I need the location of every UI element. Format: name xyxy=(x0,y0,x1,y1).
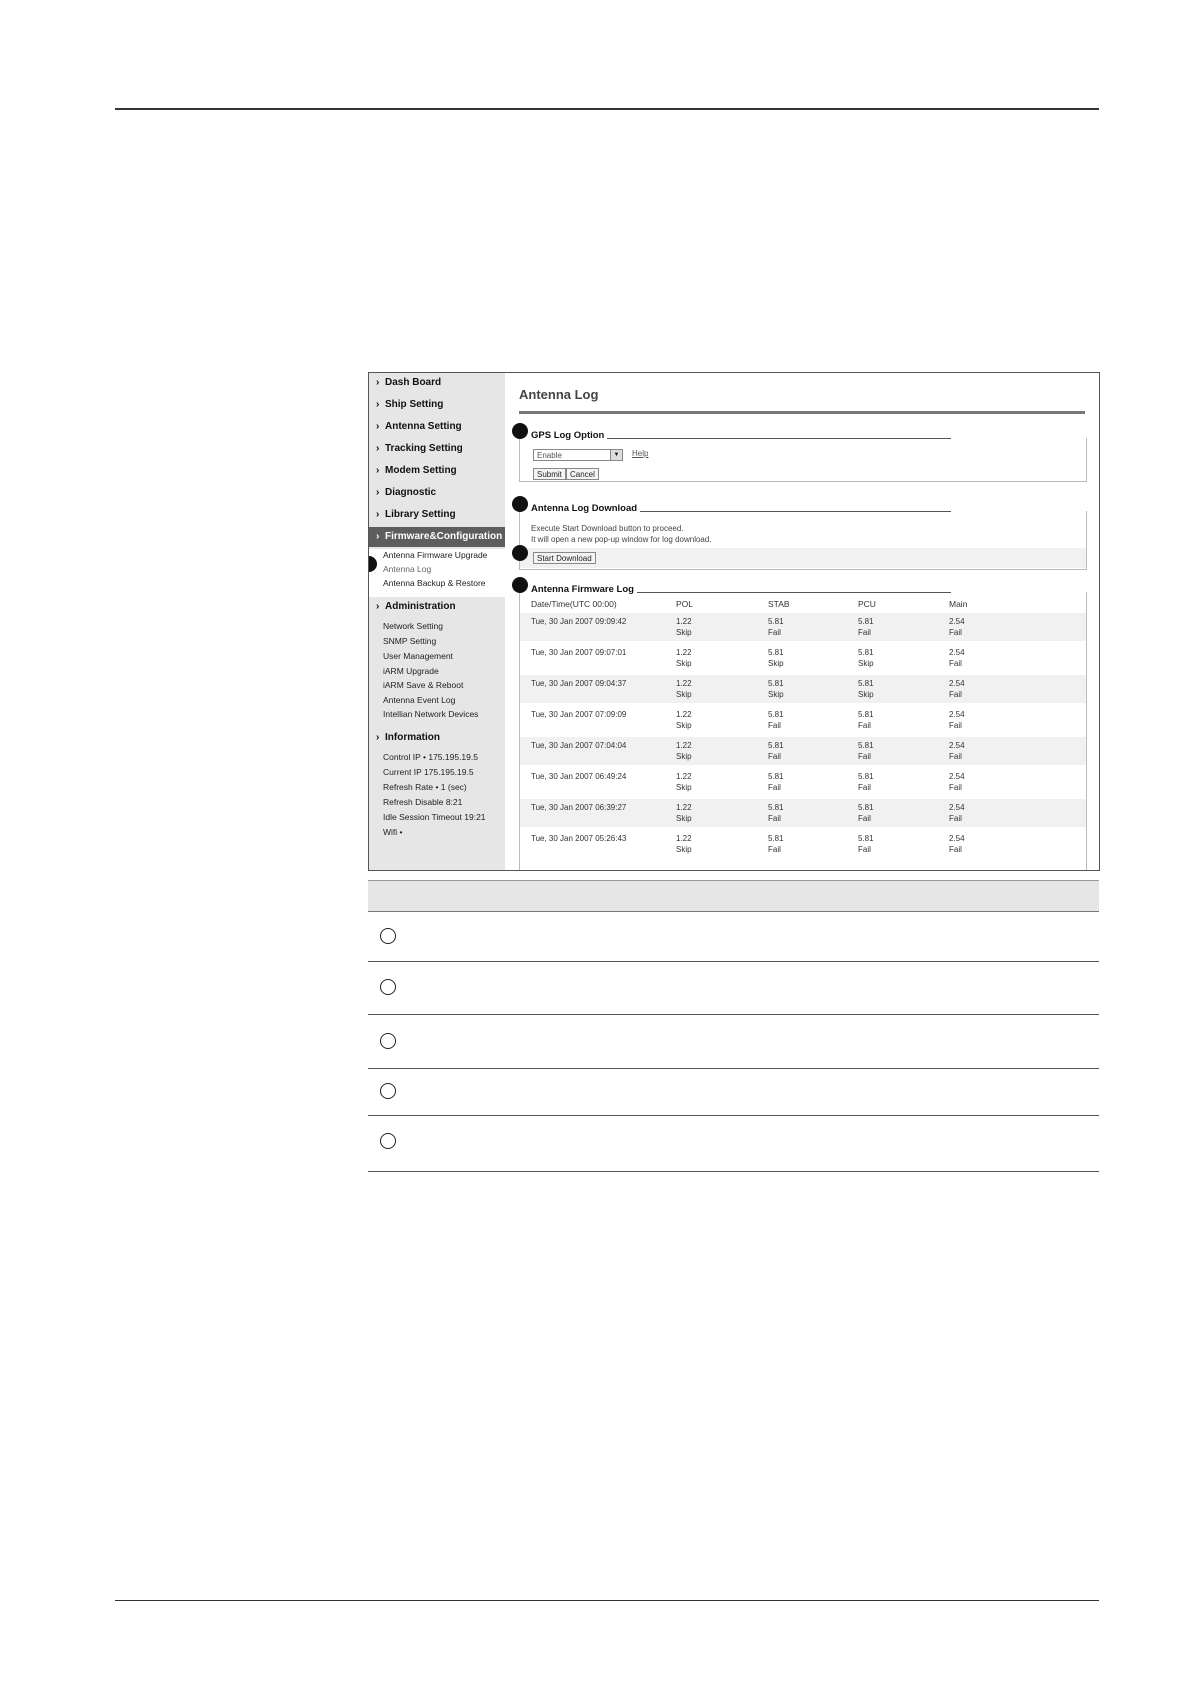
col-date: Date/Time(UTC 00:00) xyxy=(531,599,617,609)
row-stab xyxy=(768,833,784,855)
row-stab-status: Fail xyxy=(768,721,781,730)
row-stab-status: Fail xyxy=(768,752,781,761)
chevron-right-icon: › xyxy=(376,377,380,388)
nav-tracking-setting[interactable]: › Tracking Setting xyxy=(369,439,505,459)
row-pcu-status: Fail xyxy=(858,721,871,730)
row-pcu xyxy=(858,802,874,824)
row-stab-status: Fail xyxy=(768,845,781,854)
firmware-log-title: Antenna Firmware Log xyxy=(531,584,637,595)
chevron-right-icon: › xyxy=(376,465,380,476)
row-main-version: 2.54 xyxy=(949,710,965,719)
row-stab xyxy=(768,709,784,731)
row-main xyxy=(949,740,965,762)
row-pcu-status: Fail xyxy=(858,845,871,854)
callout-marker-1 xyxy=(512,423,528,439)
row-pol-version: 1.22 xyxy=(676,741,692,750)
row-pol xyxy=(676,616,692,638)
row-main-version: 2.54 xyxy=(949,741,965,750)
row-pol-version: 1.22 xyxy=(676,710,692,719)
chevron-right-icon: › xyxy=(376,531,380,542)
row-main-status: Fail xyxy=(949,845,962,854)
row-main xyxy=(949,647,965,669)
info-refresh-disable: Refresh Disable 8:21 xyxy=(383,797,463,807)
row-pcu xyxy=(858,647,874,669)
row-pol xyxy=(676,678,692,700)
nav-modem-setting[interactable]: › Modem Setting xyxy=(369,461,505,481)
row-stab xyxy=(768,802,784,824)
row-date: Tue, 30 Jan 2007 06:39:27 xyxy=(531,803,627,812)
row-stab-version: 5.81 xyxy=(768,803,784,812)
row-main-status: Fail xyxy=(949,690,962,699)
chevron-right-icon: › xyxy=(376,421,380,432)
row-date: Tue, 30 Jan 2007 07:04:04 xyxy=(531,741,627,750)
log-download-title: Antenna Log Download xyxy=(531,503,640,514)
row-date: Tue, 30 Jan 2007 09:07:01 xyxy=(531,648,627,657)
row-pcu-status: Fail xyxy=(858,628,871,637)
row-pcu-version: 5.81 xyxy=(858,648,874,657)
start-download-button[interactable]: Start Download xyxy=(533,552,596,564)
chevron-right-icon: › xyxy=(376,601,380,612)
row-pol-status: Skip xyxy=(676,659,692,668)
row-main-version: 2.54 xyxy=(949,617,965,626)
nav-intellian-network-devices[interactable]: Intellian Network Devices xyxy=(383,709,479,719)
row-pol-status: Skip xyxy=(676,783,692,792)
row-stab-version: 5.81 xyxy=(768,679,784,688)
row-stab xyxy=(768,647,784,669)
nav-firmware-configuration[interactable]: › Firmware&Configuration xyxy=(369,527,505,547)
row-pol-version: 1.22 xyxy=(676,834,692,843)
row-pcu-version: 5.81 xyxy=(858,617,874,626)
page-title: Antenna Log xyxy=(519,387,599,402)
info-wifi: Wifi • xyxy=(383,827,403,837)
row-main xyxy=(949,678,965,700)
row-main-version: 2.54 xyxy=(949,679,965,688)
row-pol-version: 1.22 xyxy=(676,772,692,781)
row-pol-version: 1.22 xyxy=(676,617,692,626)
row-pcu xyxy=(858,616,874,638)
row-main xyxy=(949,802,965,824)
screenshot-frame xyxy=(368,372,1100,871)
callout-marker-3 xyxy=(512,545,528,561)
nav-antenna-event-log[interactable]: Antenna Event Log xyxy=(383,695,456,705)
chevron-down-icon: ▼ xyxy=(610,450,622,460)
row-pcu-version: 5.81 xyxy=(858,803,874,812)
row-stab-status: Fail xyxy=(768,628,781,637)
row-pcu xyxy=(858,833,874,855)
log-download-line1: Execute Start Download button to proceed. xyxy=(531,524,684,533)
nav-iarm-save-reboot[interactable]: iARM Save & Reboot xyxy=(383,680,464,690)
legend-row xyxy=(368,1015,1099,1069)
row-pcu-status: Skip xyxy=(858,659,874,668)
legend-row xyxy=(368,1116,1099,1172)
gps-log-title: GPS Log Option xyxy=(531,430,607,441)
nav-user-management[interactable]: User Management xyxy=(383,651,453,661)
row-stab-version: 5.81 xyxy=(768,834,784,843)
log-download-line2: It will open a new pop-up window for log download. xyxy=(531,535,712,544)
row-pol-status: Skip xyxy=(676,721,692,730)
nav-ship-setting[interactable]: › Ship Setting xyxy=(369,395,505,415)
row-main xyxy=(949,833,965,855)
page-bottom-rule xyxy=(115,1600,1099,1601)
row-pcu xyxy=(858,709,874,731)
row-pol-status: Skip xyxy=(676,814,692,823)
chevron-right-icon: › xyxy=(376,732,380,743)
row-main-status: Fail xyxy=(949,659,962,668)
row-main-status: Fail xyxy=(949,628,962,637)
row-pol xyxy=(676,802,692,824)
circle-icon xyxy=(380,928,396,944)
row-pol xyxy=(676,740,692,762)
nav-snmp-setting[interactable]: SNMP Setting xyxy=(383,636,437,646)
row-date: Tue, 30 Jan 2007 05:26:43 xyxy=(531,834,627,843)
col-main: Main xyxy=(949,599,968,609)
row-main-version: 2.54 xyxy=(949,834,965,843)
row-pcu xyxy=(858,740,874,762)
row-main-status: Fail xyxy=(949,752,962,761)
circle-icon xyxy=(380,1033,396,1049)
col-stab: STAB xyxy=(768,599,790,609)
row-main-version: 2.54 xyxy=(949,648,965,657)
chevron-right-icon: › xyxy=(376,443,380,454)
callout-marker-2 xyxy=(512,496,528,512)
title-divider xyxy=(519,411,1085,414)
row-main-status: Fail xyxy=(949,783,962,792)
row-pcu-status: Fail xyxy=(858,783,871,792)
info-control-ip: Control IP • 175.195.19.5 xyxy=(383,752,478,762)
row-stab-status: Fail xyxy=(768,814,781,823)
circle-icon xyxy=(380,1083,396,1099)
row-main-status: Fail xyxy=(949,721,962,730)
row-pol-status: Skip xyxy=(676,628,692,637)
info-refresh-rate: Refresh Rate • 1 (sec) xyxy=(383,782,467,792)
row-pcu-version: 5.81 xyxy=(858,710,874,719)
row-pcu-status: Skip xyxy=(858,690,874,699)
nav-iarm-upgrade[interactable]: iARM Upgrade xyxy=(383,666,439,676)
row-date: Tue, 30 Jan 2007 09:09:42 xyxy=(531,617,627,626)
row-stab-version: 5.81 xyxy=(768,617,784,626)
row-pcu xyxy=(858,771,874,793)
submit-button[interactable]: Submit xyxy=(533,468,566,480)
row-stab-version: 5.81 xyxy=(768,772,784,781)
chevron-right-icon: › xyxy=(376,509,380,520)
legend-row xyxy=(368,962,1099,1015)
page-top-rule xyxy=(115,108,1099,110)
nav-antenna-backup-restore[interactable]: Antenna Backup & Restore xyxy=(369,577,505,597)
nav-antenna-firmware-upgrade[interactable]: Antenna Firmware Upgrade xyxy=(369,549,505,563)
row-pol-version: 1.22 xyxy=(676,803,692,812)
row-stab xyxy=(768,616,784,638)
legend-header xyxy=(368,880,1099,912)
nav-library-setting[interactable]: › Library Setting xyxy=(369,505,505,525)
nav-dash-board[interactable]: › Dash Board xyxy=(369,373,505,393)
row-main xyxy=(949,771,965,793)
row-pol-version: 1.22 xyxy=(676,679,692,688)
gps-log-select[interactable]: Enable ▼ xyxy=(533,449,623,461)
info-idle-session-timeout: Idle Session Timeout 19:21 xyxy=(383,812,486,822)
row-pcu-version: 5.81 xyxy=(858,679,874,688)
legend-row xyxy=(368,911,1099,962)
row-pol-status: Skip xyxy=(676,690,692,699)
row-stab-version: 5.81 xyxy=(768,741,784,750)
info-current-ip: Current IP 175.195.19.5 xyxy=(383,767,474,777)
row-main xyxy=(949,616,965,638)
row-pcu-status: Fail xyxy=(858,752,871,761)
row-stab xyxy=(768,740,784,762)
start-download-bar xyxy=(520,548,1086,568)
row-date: Tue, 30 Jan 2007 07:09:09 xyxy=(531,710,627,719)
nav-administration[interactable]: › Administration xyxy=(369,597,505,617)
row-main-version: 2.54 xyxy=(949,803,965,812)
nav-information[interactable]: › Information xyxy=(369,728,505,748)
chevron-right-icon: › xyxy=(376,487,380,498)
row-pcu-version: 5.81 xyxy=(858,741,874,750)
row-pol xyxy=(676,709,692,731)
sidebar xyxy=(369,373,505,870)
row-pol-version: 1.22 xyxy=(676,648,692,657)
help-link[interactable]: Help xyxy=(632,449,649,458)
row-pcu xyxy=(858,678,874,700)
row-date: Tue, 30 Jan 2007 06:49:24 xyxy=(531,772,627,781)
col-pol: POL xyxy=(676,599,694,609)
row-pol-status: Skip xyxy=(676,845,692,854)
callout-marker-5 xyxy=(512,577,528,593)
circle-icon xyxy=(380,1133,396,1149)
cancel-button[interactable]: Cancel xyxy=(566,468,599,480)
row-pcu-status: Fail xyxy=(858,814,871,823)
chevron-right-icon: › xyxy=(376,399,380,410)
row-stab xyxy=(768,771,784,793)
row-pol-status: Skip xyxy=(676,752,692,761)
row-stab-status: Skip xyxy=(768,659,784,668)
row-date: Tue, 30 Jan 2007 09:04:37 xyxy=(531,679,627,688)
nav-antenna-log[interactable]: Antenna Log xyxy=(369,563,505,577)
row-pcu-version: 5.81 xyxy=(858,772,874,781)
nav-antenna-setting[interactable]: › Antenna Setting xyxy=(369,417,505,437)
row-pol xyxy=(676,833,692,855)
nav-diagnostic[interactable]: › Diagnostic xyxy=(369,483,505,503)
row-stab-status: Skip xyxy=(768,690,784,699)
nav-network-setting[interactable]: Network Setting xyxy=(383,621,443,631)
row-stab-status: Fail xyxy=(768,783,781,792)
row-stab-version: 5.81 xyxy=(768,648,784,657)
row-pcu-version: 5.81 xyxy=(858,834,874,843)
row-main-version: 2.54 xyxy=(949,772,965,781)
legend-row xyxy=(368,1069,1099,1116)
circle-icon xyxy=(380,979,396,995)
row-stab xyxy=(768,678,784,700)
row-main xyxy=(949,709,965,731)
row-stab-version: 5.81 xyxy=(768,710,784,719)
row-pol xyxy=(676,771,692,793)
row-main-status: Fail xyxy=(949,814,962,823)
col-pcu: PCU xyxy=(858,599,876,609)
row-pol xyxy=(676,647,692,669)
